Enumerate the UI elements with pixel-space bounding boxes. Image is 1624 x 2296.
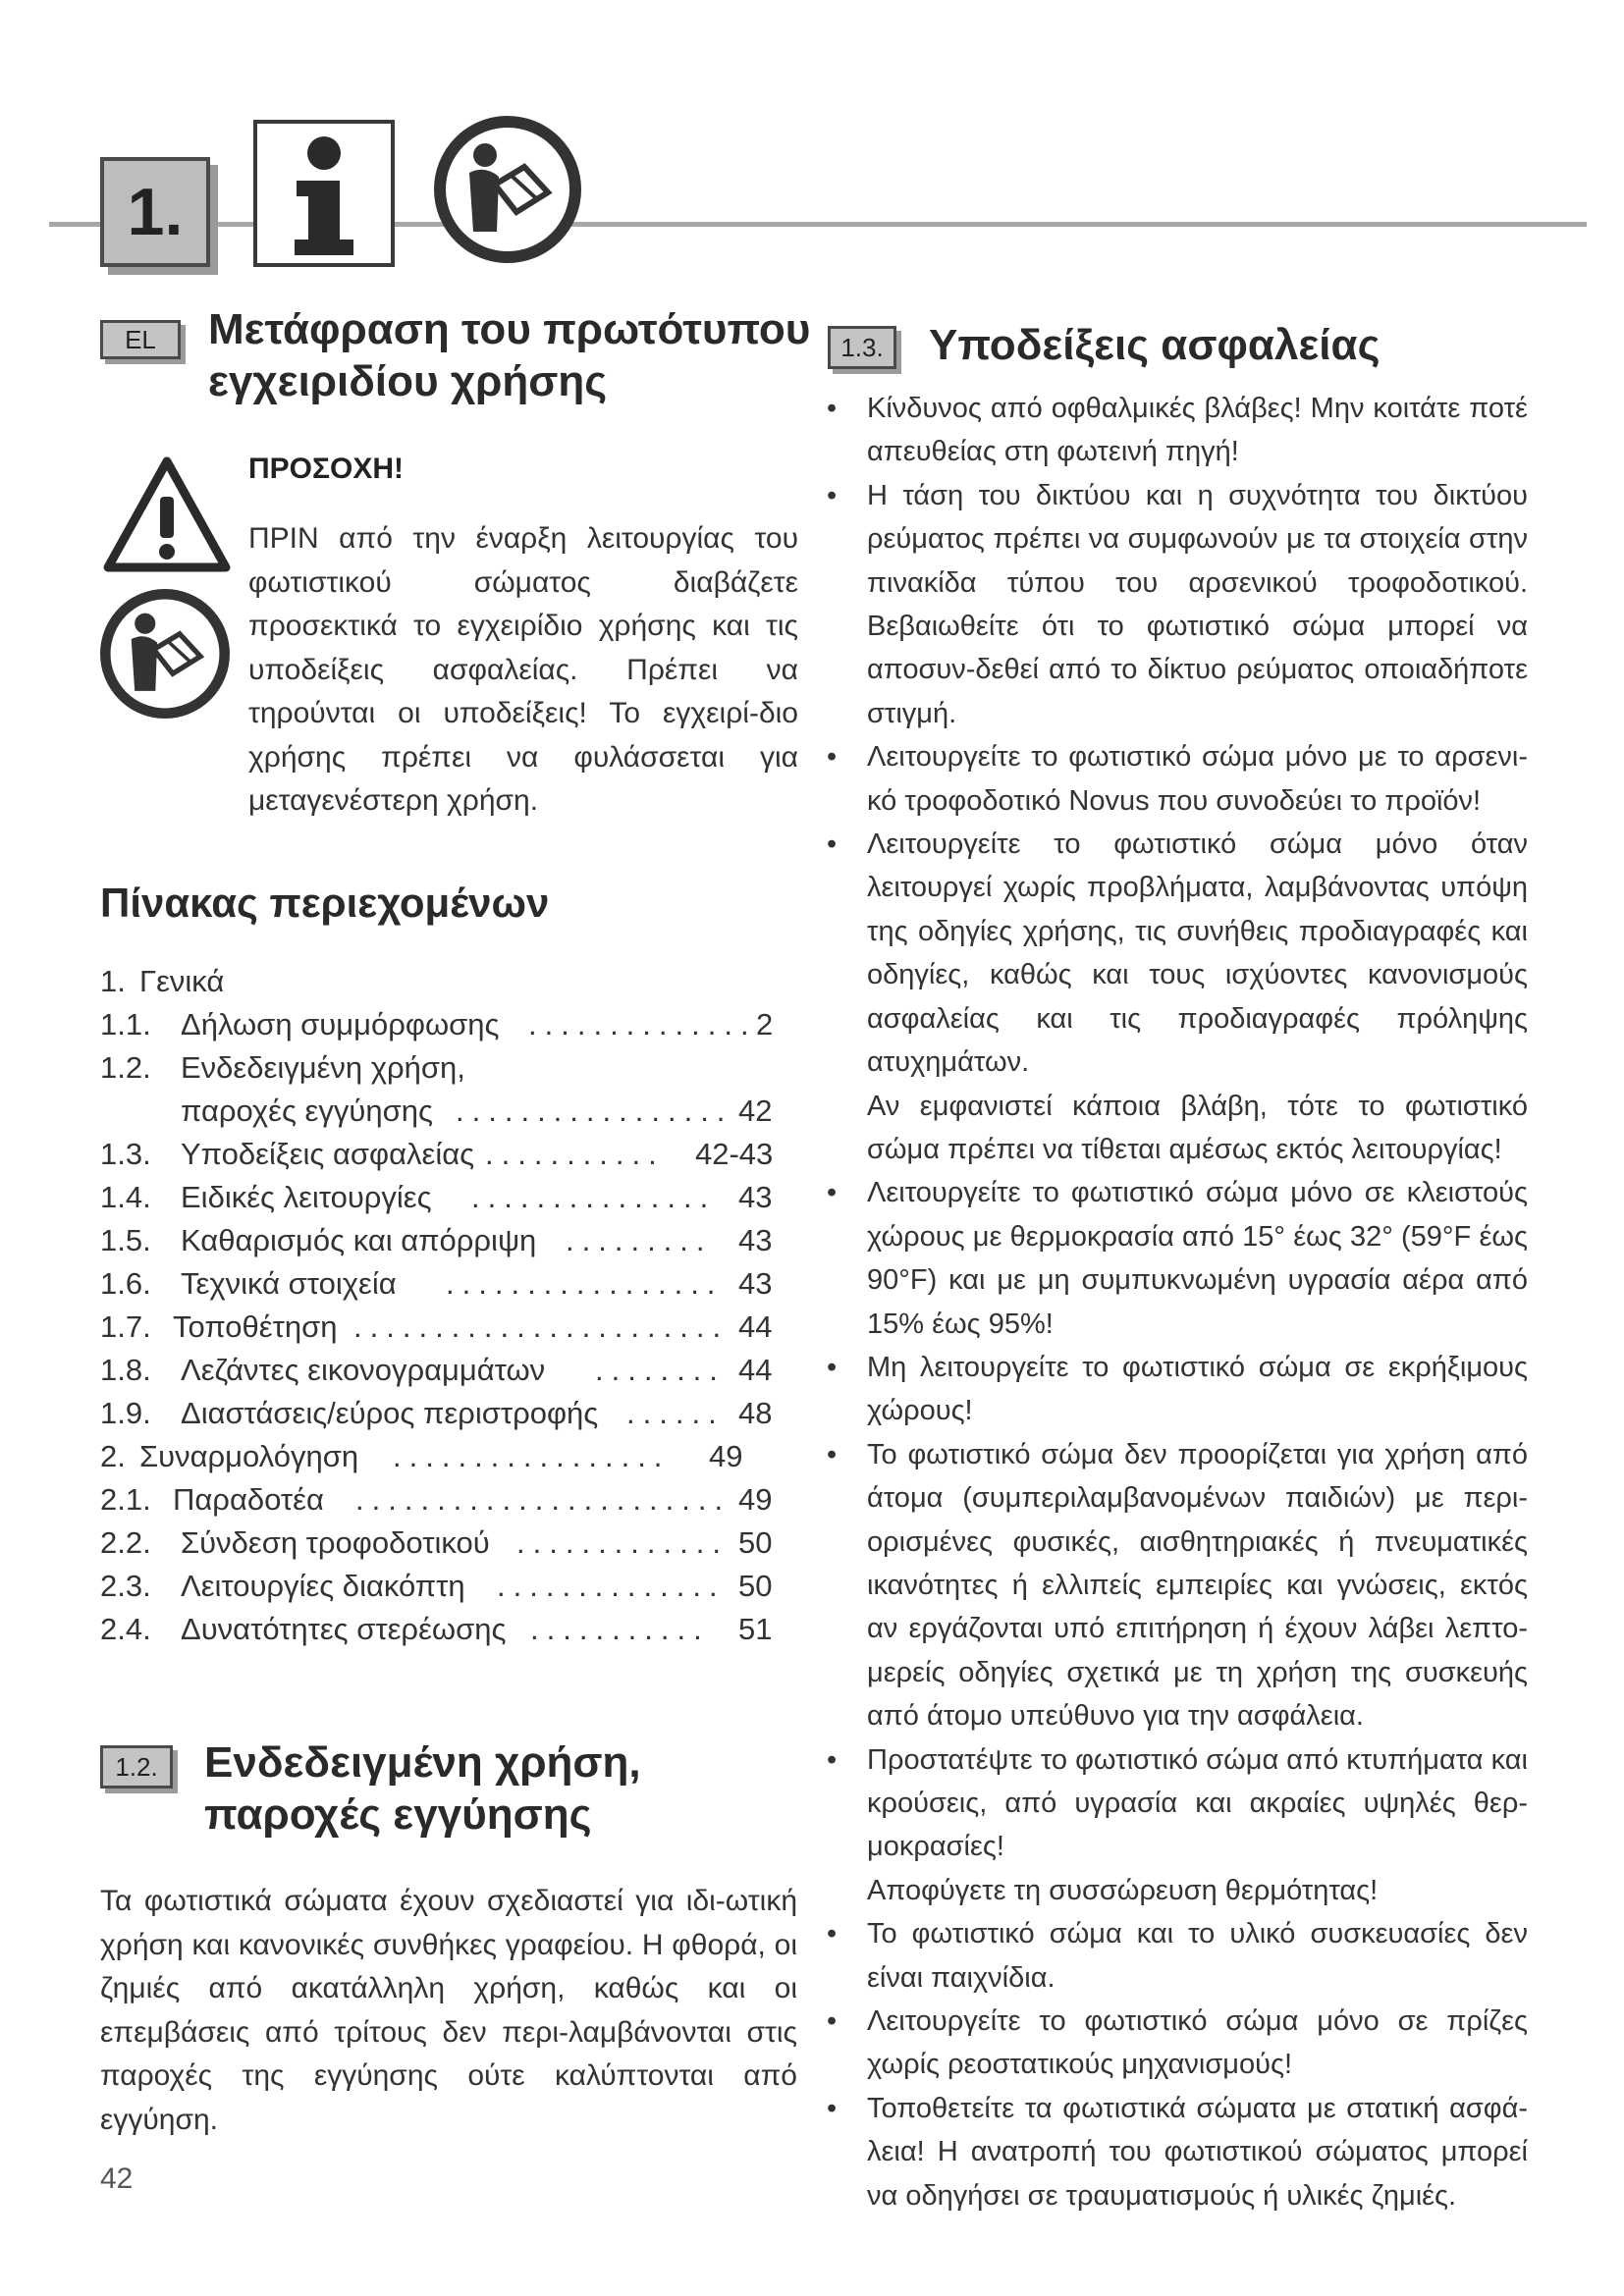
intro-title	[208, 304, 810, 408]
toc-title: Γενικά	[139, 964, 225, 998]
list-item-text: Λειτουργείτε το φωτιστικό σώμα μόνο σε κλειστούς χώρους με θερμοκρασία από 15° έως 32° (59°F έως 90°F) και με μη συμπυκνωμένη υγρασία αέρα από 15% έως 95%!	[867, 1177, 1528, 1340]
list-item-text: Το φωτιστικό σώμα δεν προορίζεται για χρήση από άτομα (συμπεριλαμβανομένων παιδιών) με περι-ορισμένες φυσικές, αισθητηριακές ή πνευματικές ικανότητες ή ελλιπείς εμπειρίες και γνώσεις, εκτός αν εργάζονται υπό επιτήρηση ή έχουν λάβει λεπτο-μερείς οδηγίες σχετικά με τη χρήση της συσκευής από άτομο υπεύθυνο για την ασφάλεια.	[867, 1438, 1528, 1733]
toc-leader: ..............	[528, 1007, 757, 1041]
list-item-text: Λειτουργείτε το φωτιστικό σώμα μόνο όταν λειτουργεί χωρίς προβλήματα, λαμβάνοντας υπόψη της οδηγίες χρήσης, τις συνήθεις προδιαγραφές και οδηγίες, καθώς και τους ισχύοντες κανονισμούς ασφαλείας και τις προδιαγραφές πρόληψης ατυχημάτων.	[867, 828, 1528, 1079]
list-item-text: Το φωτιστικό σώμα και το υλικό συσκευασίες δεν είναι παιχνίδια.	[867, 1918, 1528, 1994]
intended-use-text: Τα φωτιστικά σώματα έχουν σχεδιαστεί για ιδι-ωτική χρήση και κανονικές συνθήκες γραφείου. Η φθορά, οι ζημιές από ακατάλληλη χρήση, καθώς και οι επεμβάσεις από τρίτους δεν περι-λαμβάνονται στις παροχές της εγγύησης ούτε καλύπτονται από εγγύηση.	[100, 1885, 797, 2136]
list-item-text: Λειτουργείτε το φωτιστικό σώμα μόνο σε πρίζες χωρίς ρεοστατικούς μηχανισμούς!	[867, 2005, 1528, 2081]
toc-leader: ...........	[485, 1137, 665, 1171]
bullet: •	[827, 1918, 838, 1950]
toc-leader: ........	[595, 1353, 726, 1387]
page-number: 42	[100, 2163, 134, 2195]
toc-leader: .................	[446, 1266, 724, 1301]
toc-number: 2.4.	[100, 1612, 151, 1646]
toc-title: Δυνατότητες στερέωσης	[181, 1612, 507, 1646]
read-manual-small-icon	[100, 589, 230, 719]
safety-list	[821, 387, 1528, 2217]
list-item	[821, 2087, 1528, 2217]
warning-text: ΠΡΙΝ από την έναρξη λειτουργίας του φωτιστικού σώματος διαβάζετε προσεκτικά το εγχειρίδιο χρήσης και τις υποδείξεις ασφαλείας. Πρέπει να τηρούνται οι υποδείξεις! Το εγχειρί-διο χρήσης πρέπει να φυλάσσεται για μεταγενέστερη χρήση.	[248, 522, 798, 817]
section-1-3-label: 1.3.	[828, 326, 896, 369]
read-manual-icon	[434, 116, 581, 263]
list-item	[821, 387, 1528, 474]
list-item	[821, 823, 1528, 1084]
bullet: •	[827, 1438, 838, 1470]
bullet: •	[827, 741, 838, 774]
intended-use-title-line1: Ενδεδειγμένη χρήση,	[204, 1738, 641, 1787]
intro-title-line1: Μετάφραση του πρωτότυπου	[208, 305, 811, 353]
toc-page: 50	[738, 1525, 773, 1560]
toc-title: Ενδεδειγμένη χρήση,	[181, 1050, 465, 1085]
section-1-2-label: 1.2.	[100, 1745, 173, 1789]
toc-number: 2.1.	[100, 1482, 151, 1517]
list-item-continuation: Αποφύγετε τη συσσώρευση θερμότητας!	[867, 1874, 1379, 1906]
list-item	[821, 735, 1528, 823]
toc-page: 49	[738, 1482, 773, 1517]
toc-title: Διαστάσεις/εύρος περιστροφής	[181, 1396, 599, 1430]
bullet: •	[827, 1351, 838, 1383]
list-item	[821, 1171, 1528, 1346]
toc-leader: ...........	[530, 1612, 710, 1646]
intended-use-title	[204, 1737, 641, 1842]
bullet: •	[827, 2092, 838, 2124]
toc-leader: ......	[626, 1396, 725, 1430]
list-item-text: Τοποθετείτε τα φωτιστικά σώματα με στατική ασφά-λεια! Η ανατροπή του φωτιστικού σώματος μπορεί να οδηγήσει σε τραυματισμούς ή υλικές ζημιές.	[867, 2092, 1528, 2212]
toc-leader: .........	[566, 1223, 713, 1257]
toc-page: 50	[738, 1569, 773, 1603]
bullet: •	[827, 1177, 838, 1209]
toc-title: Λειτουργίες διακόπτη	[181, 1569, 465, 1603]
language-label: EL	[100, 320, 181, 359]
list-item	[821, 1346, 1528, 1433]
toc-title: Τεχνικά στοιχεία	[181, 1266, 397, 1301]
toc-heading: Πίνακας περιεχομένων	[100, 880, 550, 926]
toc-number: 1.	[100, 964, 126, 998]
info-icon	[253, 120, 395, 267]
toc-leader: .................	[393, 1439, 671, 1473]
toc-title: Σύνδεση τροφοδοτικού	[181, 1525, 490, 1560]
toc-title: Καθαρισμός και απόρριψη	[181, 1223, 537, 1257]
toc-page: 42	[738, 1094, 773, 1128]
toc-page: 43	[738, 1180, 773, 1214]
list-item	[821, 1912, 1528, 2000]
toc-number: 1.7.	[100, 1309, 151, 1344]
toc-number: 2.3.	[100, 1569, 151, 1603]
bullet: •	[827, 2005, 838, 2038]
chapter-number-box: 1.	[100, 157, 210, 267]
toc-title: Δήλωση συμμόρφωσης	[181, 1007, 500, 1041]
toc-number: 1.3.	[100, 1137, 151, 1171]
toc-page: 2	[756, 1007, 774, 1041]
toc-leader: .......................	[355, 1482, 731, 1517]
safety-title: Υποδείξεις ασφαλείας	[929, 321, 1380, 369]
toc-page: 43	[738, 1266, 773, 1301]
list-item-text: Λειτουργείτε το φωτιστικό σώμα μόνο με το αρσενι-κό τροφοδοτικό Novus που συνοδεύει το προϊόν!	[867, 741, 1528, 817]
warning-triangle-icon	[100, 454, 234, 575]
bullet: •	[827, 828, 838, 861]
toc-title: Τοποθέτηση	[173, 1309, 338, 1344]
intended-use-title-line2: παροχές εγγύησης	[204, 1789, 592, 1839]
list-item-text: Κίνδυνος από οφθαλμικές βλάβες! Μην κοιτάτε ποτέ απευθείας στη φωτεινή πηγή!	[867, 393, 1528, 468]
list-item-text: Προστατέψτε το φωτιστικό σώμα από κτυπήματα και κρούσεις, από υγρασία και ακραίες υψηλές θερ-μοκρασίες!	[867, 1743, 1528, 1863]
toc-number: 1.5.	[100, 1223, 151, 1257]
toc-title: παροχές εγγύησης	[181, 1094, 433, 1128]
toc-leader: ...............	[471, 1180, 717, 1214]
toc-title: Παραδοτέα	[173, 1482, 324, 1517]
toc-number: 1.6.	[100, 1266, 151, 1301]
toc-page: 51	[738, 1612, 773, 1646]
toc-number: 1.1.	[100, 1007, 151, 1041]
toc-page: 44	[738, 1353, 773, 1387]
toc-page: 48	[738, 1396, 773, 1430]
toc-page: 43	[738, 1223, 773, 1257]
warning-title: ΠΡΟΣΟΧΗ!	[248, 453, 405, 485]
list-item	[821, 474, 1528, 735]
toc-number: 2.	[100, 1439, 126, 1473]
list-item-text: Η τάση του δικτύου και η συχνότητα του δικτύου ρεύματος πρέπει να συμφωνούν με τα στοιχεία στην πινακίδα τύπου του αρσενικού τροφοδοτικού. Βεβαιωθείτε ότι το φωτιστικό σώμα μπορεί να αποσυν-δεθεί από το δίκτυο ρεύματος οποιαδήποτε στιγμή.	[867, 479, 1528, 729]
toc-number: 1.8.	[100, 1353, 151, 1387]
bullet: •	[827, 1743, 838, 1776]
bullet: •	[827, 479, 838, 511]
toc-title: Ειδικές λειτουργίες	[181, 1180, 432, 1214]
list-item	[821, 2000, 1528, 2087]
toc-number: 1.9.	[100, 1396, 151, 1430]
toc-leader: .......................	[353, 1309, 730, 1344]
toc-page: 42-43	[695, 1137, 774, 1171]
toc-title: Λεζάντες εικονογραμμάτων	[181, 1353, 546, 1387]
intro-title-line2: εγχειριδίου χρήσης	[208, 356, 608, 405]
toc-page: 44	[738, 1309, 773, 1344]
list-item	[821, 1738, 1528, 1869]
toc-leader: ..............	[497, 1569, 726, 1603]
toc-title: Συναρμολόγηση	[139, 1439, 359, 1473]
bullet: •	[827, 393, 838, 424]
toc-number: 1.4.	[100, 1180, 151, 1214]
toc-leader: .............	[516, 1525, 729, 1560]
list-item-text: Μη λειτουργείτε το φωτιστικό σώμα σε εκρήξιμους χώρους!	[867, 1351, 1528, 1427]
toc-number: 1.2.	[100, 1050, 151, 1085]
toc-title: Υποδείξεις ασφαλείας	[181, 1137, 475, 1171]
toc-page: 49	[709, 1439, 743, 1473]
toc-leader: .................	[456, 1094, 733, 1128]
list-item-continuation: Αν εμφανιστεί κάποια βλάβη, τότε το φωτιστικό σώμα πρέπει να τίθεται αμέσως εκτός λειτουργίας!	[867, 1090, 1528, 1165]
list-item	[821, 1433, 1528, 1738]
toc-number: 2.2.	[100, 1525, 151, 1560]
